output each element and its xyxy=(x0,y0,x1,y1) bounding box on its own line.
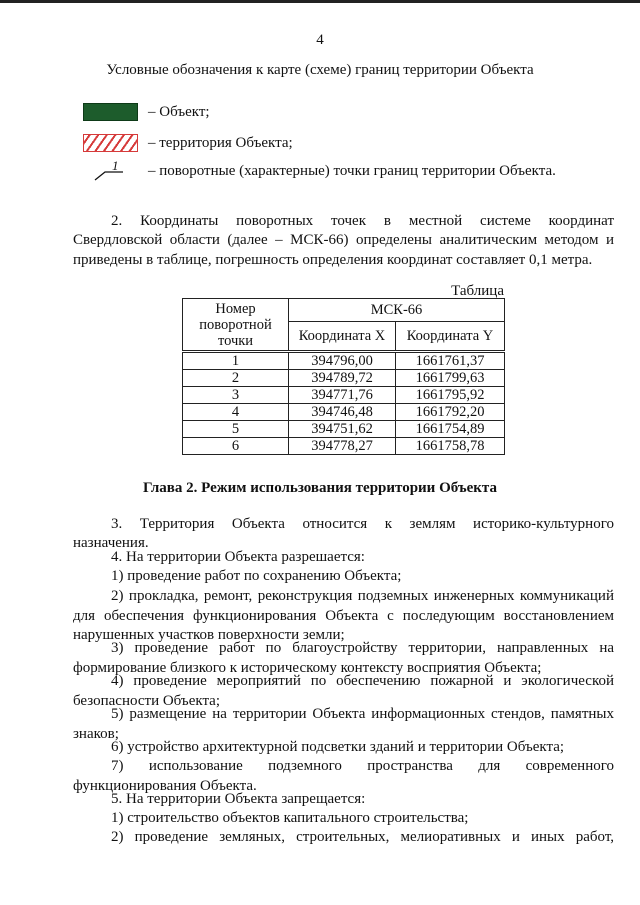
point-number: 5 xyxy=(183,421,289,438)
coordinate-x: 394746,48 xyxy=(289,404,396,421)
paragraph-3-end: назначения. xyxy=(73,535,149,551)
paragraph-2-body: Свердловской области (далее – МСК-66) определены аналитическим методом и приведены в таблице, погрешность определения координат составляет 0,1 метра. xyxy=(73,232,614,268)
coordinate-x: 394796,00 xyxy=(289,352,396,370)
legend-item-points xyxy=(83,158,556,180)
turning-point-number: 1 xyxy=(112,158,119,173)
coordinate-x: 394771,76 xyxy=(289,387,396,404)
paragraph-2-first-line: 2. Координаты поворотных точек в местной системе координат xyxy=(111,213,614,229)
paragraph-5: 5. На территории Объекта запрещается: xyxy=(111,791,366,807)
page-number: 4 xyxy=(316,32,324,48)
coordinate-y: 1661799,63 xyxy=(396,370,505,387)
legend-title: Условные обозначения к карте (схеме) границ территории Объекта xyxy=(106,62,534,78)
table-row xyxy=(183,387,505,404)
table-row xyxy=(183,352,505,370)
allowed-item-5: 5) размещение на территории Объекта информационных стендов, памятных знаков; xyxy=(73,706,614,742)
coordinate-y: 1661754,89 xyxy=(396,421,505,438)
forbidden-item-1: 1) строительство объектов капитального строительства; xyxy=(111,810,469,826)
coordinate-y: 1661792,20 xyxy=(396,404,505,421)
header-coordinate-system: МСК-66 xyxy=(289,299,505,322)
point-number: 2 xyxy=(183,370,289,387)
coordinate-x: 394789,72 xyxy=(289,370,396,387)
point-number: 3 xyxy=(183,387,289,404)
legend-label: – Объект; xyxy=(148,103,210,120)
coordinate-x: 394751,62 xyxy=(289,421,396,438)
hatched-territory-icon xyxy=(83,134,138,152)
page-top-border xyxy=(0,0,640,3)
allowed-item-4: 4) проведение мероприятий по обеспечению пожарной и экологической безопасности Объекта; xyxy=(73,673,614,709)
paragraph-4: 4. На территории Объекта разрешается: xyxy=(111,549,365,565)
allowed-item-3: 3) проведение работ по благоустройству территории, направленных на формирование близкого к историческому контексту восприятия Объекта; xyxy=(73,640,614,676)
allowed-item-6: 6) устройство архитектурной подсветки зданий и территории Объекта; xyxy=(111,739,565,755)
legend-label: – территория Объекта; xyxy=(148,134,293,151)
header-coordinate-y: Координата Y xyxy=(396,322,505,352)
turning-point-marker-icon xyxy=(83,158,138,180)
forbidden-item-2: 2) проведение земляных, строительных, мелиоративных и иных работ, xyxy=(111,829,614,845)
point-number: 6 xyxy=(183,438,289,455)
legend-item-object xyxy=(83,103,210,121)
coordinates-table xyxy=(182,298,505,455)
table-row xyxy=(183,421,505,438)
point-number: 4 xyxy=(183,404,289,421)
table-row xyxy=(183,438,505,455)
coordinate-y: 1661795,92 xyxy=(396,387,505,404)
coordinate-x: 394778,27 xyxy=(289,438,396,455)
allowed-item-2: 2) прокладка, ремонт, реконструкция подземных инженерных коммуникаций для обеспечения функционирования Объекта с последующим восстановлением нарушенных участков поверхности земли; xyxy=(73,588,614,643)
header-point-number: Номер поворотной точки xyxy=(183,299,289,352)
legend-item-territory xyxy=(83,134,293,152)
table-row xyxy=(183,404,505,421)
table-label: Таблица xyxy=(451,283,504,299)
chapter-title: Глава 2. Режим использования территории Объекта xyxy=(143,480,497,496)
coordinate-y: 1661761,37 xyxy=(396,352,505,370)
point-number: 1 xyxy=(183,352,289,370)
coordinate-y: 1661758,78 xyxy=(396,438,505,455)
allowed-item-1: 1) проведение работ по сохранению Объекта; xyxy=(111,568,402,584)
table-row xyxy=(183,370,505,387)
allowed-item-7: 7) использование подземного пространства для современного функционирования Объекта. xyxy=(73,758,614,794)
header-coordinate-x: Координата X xyxy=(289,322,396,352)
paragraph-3-first-line: 3. Территория Объекта относится к землям историко-культурного xyxy=(111,516,614,532)
legend-label: – поворотные (характерные) точки границ территории Объекта. xyxy=(148,162,556,179)
object-symbol-icon xyxy=(83,103,138,121)
